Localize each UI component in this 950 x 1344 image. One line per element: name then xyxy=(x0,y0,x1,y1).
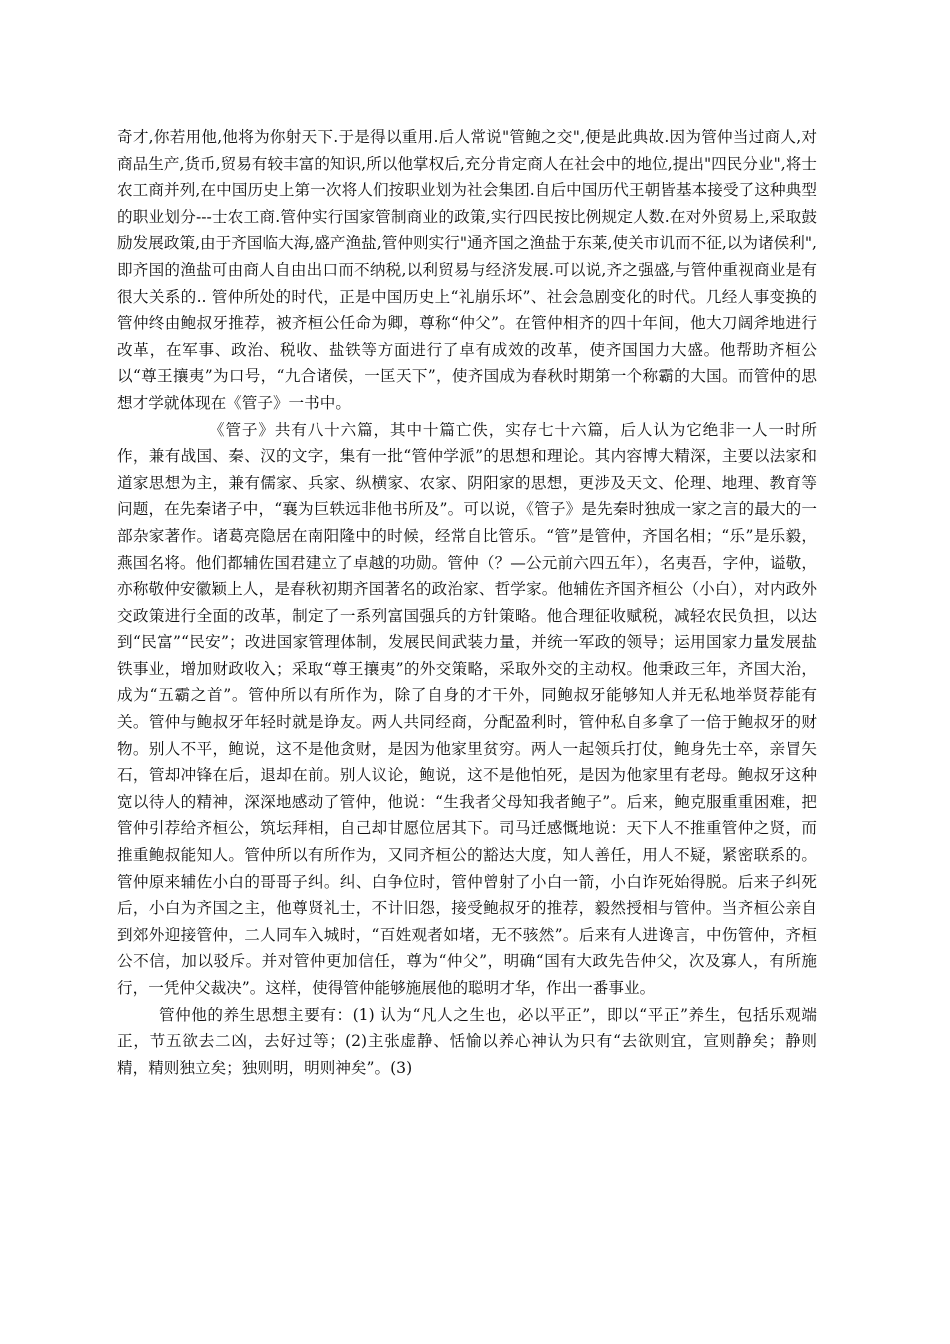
paragraph-guanbao-commerce: 奇才,你若用他,他将为你射天下.于是得以重用.后人常说"管鲍之交",便是此典故.因为管仲当过商人,对商品生产,货币,贸易有较丰富的知识,所以他掌权后,充分肯定商人在社会中的地位,提出"四民分业",将士农工商并列,在中国历史上第一次将人们按职业划为社会集团.自后中国历代王朝皆基本接受了这种典型的职业划分---士农工商.管仲实行国家管制商业的政策,实行四民按比例规定人数.在对外贸易上,采取鼓励发展政策,由于齐国临大海,盛产渔盐,管仲则实行"通齐国之渔盐于东莱,使关市讥而不征,以为诸侯利",即齐国的渔盐可由商人自由出口而不纳税,以利贸易与经济发展.可以说,齐之强盛,与管仲重视商业是有很大关系的.. 管仲所处的时代，正是中国历史上“礼崩乐坏”、社会急剧变化的时代。几经人事变换的管仲终由鲍叔牙推荐，被齐桓公任命为卿，尊称“仲父”。在管仲相齐的四十年间，他大刀阔斧地进行改革，在军事、政治、税收、盐铁等方面进行了卓有成效的改革，使齐国国力大盛。他帮助齐桓公以“尊王攘夷”为口号，“九合诸侯，一匡天下”，使齐国成为春秋时期第一个称霸的大国。而管仲的思想才学就体现在《管子》一书中。 xyxy=(117,128,817,412)
paragraph-guanzi-book: 《管子》共有八十六篇，其中十篇亡佚，实存七十六篇，后人认为它绝非一人一时所作，兼有战国、秦、汉的文字，集有一批“管仲学派”的思想和理论。其内容博大精深，主要以法家和道家思想为主，兼有儒家、兵家、纵横家、农家、阴阳家的思想，更涉及天文、伦理、地理、教育等问题，在先秦诸子中，“襄为巨轶远非他书所及”。可以说，《管子》是先秦时独成一家之言的最大的一部杂家著作。诸葛亮隐居在南阳隆中的时候，经常自比管乐。“管”是管仲，齐国名相；“乐”是乐毅，燕国名将。他们都辅佐国君建立了卓越的功勋。管仲（？—公元前六四五年），名夷吾，字仲，谥敬，亦称敬仲安徽颖上人，是春秋初期齐国著名的政治家、哲学家。他辅佐齐国齐桓公（小白），对内政外交政策进行全面的改革，制定了一系列富国强兵的方针策略。他合理征收赋税，减轻农民负担，以达到“民富”“民安”；改进国家管理体制，发展民间武装力量，并统一军政的领导；运用国家力量发展盐铁事业，增加财政收入；采取“尊王攘夷”的外交策略，采取外交的主动权。他秉政三年，齐国大治，成为“五霸之首”。管仲所以有所作为，除了自身的才干外，同鲍叔牙能够知人并无私地举贤荐能有关。管仲与鲍叔牙年轻时就是诤友。两人共同经商，分配盈利时，管仲私自多拿了一倍于鲍叔牙的财物。别人不平，鲍说，这不是他贪财，是因为他家里贫穷。两人一起领兵打仗，鲍身先士卒，亲冒矢石，管却冲锋在后，退却在前。别人议论，鲍说，这不是他怕死，是因为他家里有老母。鲍叔牙这种宽以待人的精神，深深地感动了管仲，他说：“生我者父母知我者鲍子”。后来，鲍克服重重困难，把管仲引荐给齐桓公，筑坛拜相，自己却甘愿位居其下。司马迁感慨地说：天下人不推重管仲之贤，而推重鲍叔能知人。管仲所以有所作为，又同齐桓公的豁达大度，知人善任，用人不疑，紧密联系的。管仲原来辅佐小白的哥哥子纠。纠、白争位时，管仲曾射了小白一箭，小白诈死始得脱。后来子纠死后，小白为齐国之主，他尊贤礼士，不计旧怨，接受鲍叔牙的推荐，毅然授相与管仲。当齐桓公亲自到郊外迎接管仲，二人同车入城时，“百姓观者如堵，无不骇然”。后来有人进谗言，中伤管仲，齐桓公不信，加以驳斥。并对管仲更加信任，尊为“仲父”，明确“国有大政先告仲父，次及寡人，有所施行，一凭仲父裁决”。这样，使得管仲能够施展他的聪明才华，作出一番事业。 xyxy=(117,420,817,997)
document-page xyxy=(117,124,817,1081)
paragraph-health-thought: 管仲他的养生思想主要有：(1) 认为“凡人之生也，必以平正”，即以“平正”养生，包括乐观端正，节五欲去二凶，去好过等；(2)主张虚静、恬愉以养心神认为只有“去欲则宜，宣则静矣；静则精，精则独立矣；独则明，明则神矣”。(3) xyxy=(117,1005,817,1077)
